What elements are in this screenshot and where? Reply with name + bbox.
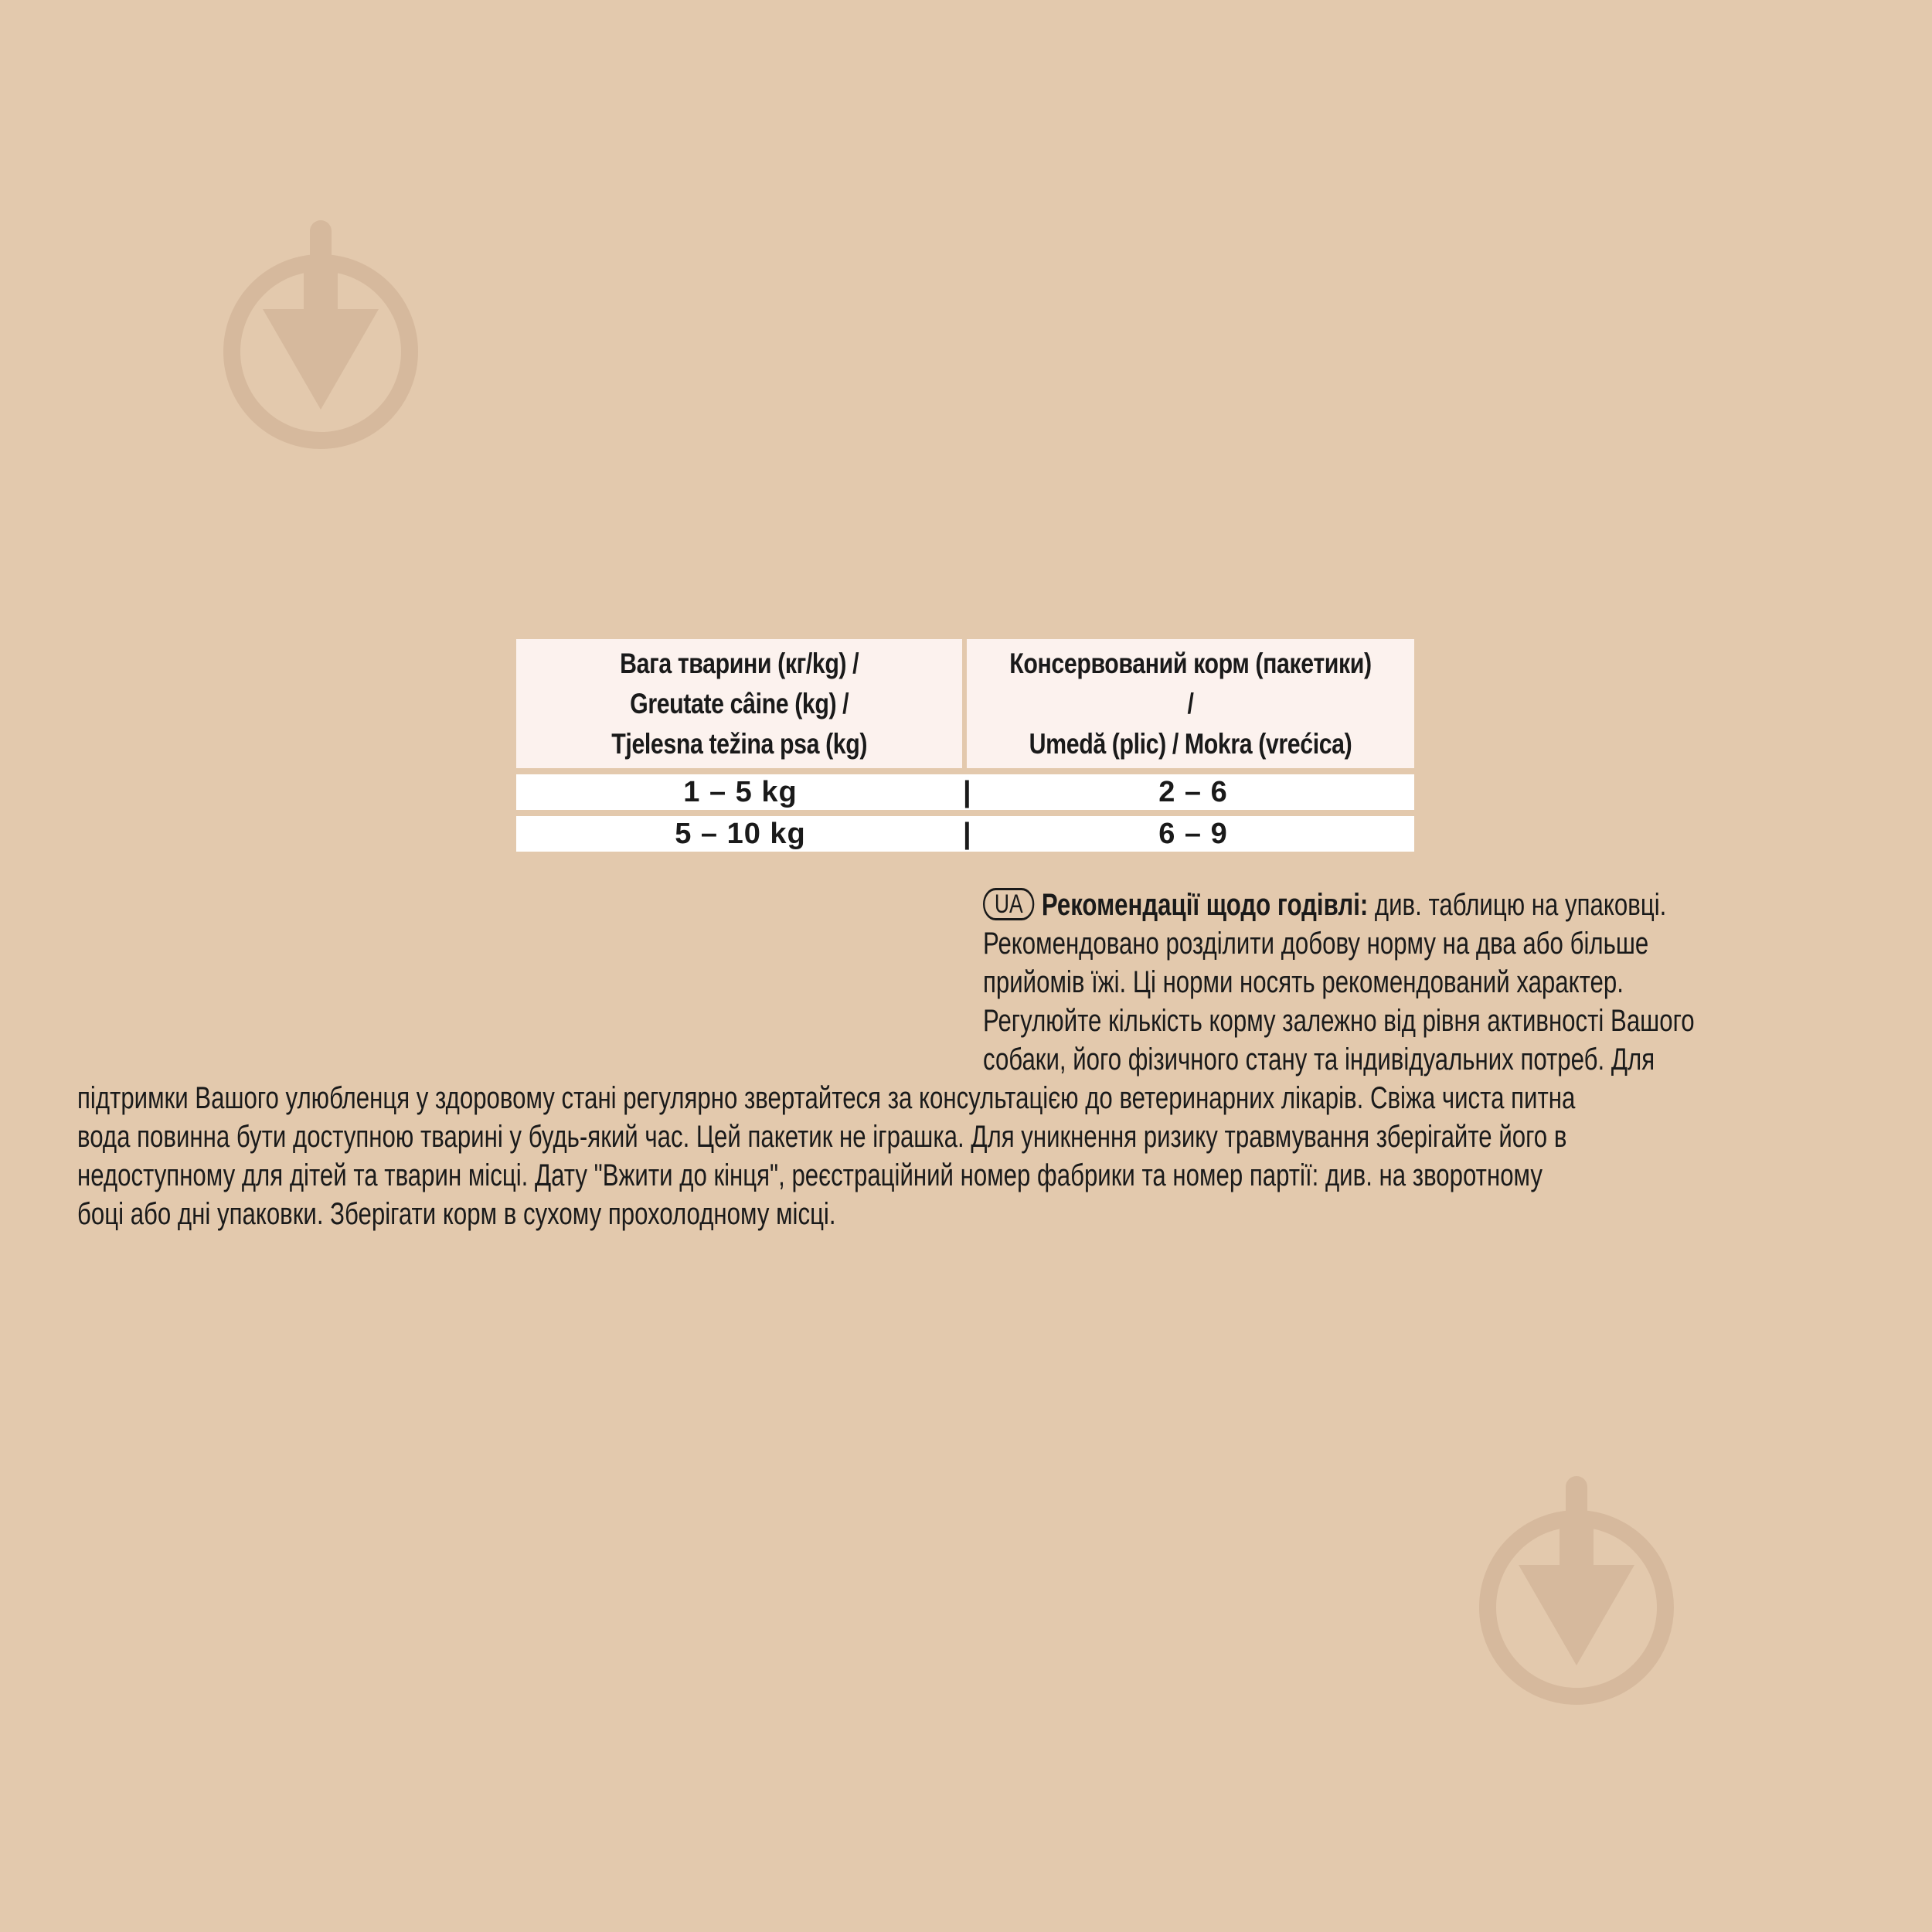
header-cell-amount xyxy=(967,639,1414,768)
recommendation-line: боці або дні упаковки. Зберігати корм в сухому прохолодному місці. xyxy=(77,1197,836,1231)
header-cell-weight xyxy=(516,639,962,768)
feeding-recommendations xyxy=(77,886,1870,1233)
recommendation-line: собаки, його фізичного стану та індивідуальних потреб. Для xyxy=(983,1043,1655,1077)
column-separator: | xyxy=(963,817,971,850)
recommendation-line xyxy=(983,886,1675,924)
column-separator: | xyxy=(963,775,971,808)
header-weight-label: Вага тварини (кг/kg) / Greutate câine (kg) / Tjelesna težina psa (kg) xyxy=(611,647,867,760)
recommendation-line: Регулюйте кількість корму залежно від рівня активності Вашого xyxy=(983,1004,1695,1038)
recommendation-heading: Рекомендації щодо годівлі: xyxy=(1041,888,1369,922)
amount-cell: 6 – 9 xyxy=(1158,817,1228,850)
amount-cell: 2 – 6 xyxy=(1158,775,1228,808)
language-badge: UA xyxy=(983,888,1034,920)
recommendation-line: підтримки Вашого улюбленця у здоровому стані регулярно звертайтеся за консультацією до ветеринарних лікарів. Свіжа чиста питна xyxy=(77,1081,1576,1115)
table-row xyxy=(516,816,1414,852)
recommendation-line: прийомів їжі. Ці норми носять рекомендований характер. xyxy=(983,965,1624,999)
feeding-table xyxy=(516,639,1414,852)
table-row xyxy=(516,774,1414,810)
trowel-in-circle-icon xyxy=(1476,1476,1677,1723)
recommendation-line: вода повинна бути доступною тварині у будь-який час. Цей пакетик не іграшка. Для уникнення ризику травмування зберігайте його в xyxy=(77,1120,1567,1154)
recommendation-text: див. таблицю на упаковці. xyxy=(1368,888,1667,922)
recommendation-line: недоступному для дітей та тварин місці. Дату "Вжити до кінця", реєстраційний номер фабрики та номер партії: див. на зворотному xyxy=(77,1158,1543,1192)
weight-cell: 5 – 10 kg xyxy=(675,817,806,850)
weight-cell: 1 – 5 kg xyxy=(683,775,798,808)
recommendation-line: Рекомендовано розділити добову норму на два або більше xyxy=(983,927,1649,961)
table-header xyxy=(516,639,1414,768)
trowel-in-circle-icon xyxy=(220,220,421,468)
header-amount-label: Консервований корм (пакетики) / Umedă (plic) / Mokra (vrećica) xyxy=(1009,647,1372,760)
